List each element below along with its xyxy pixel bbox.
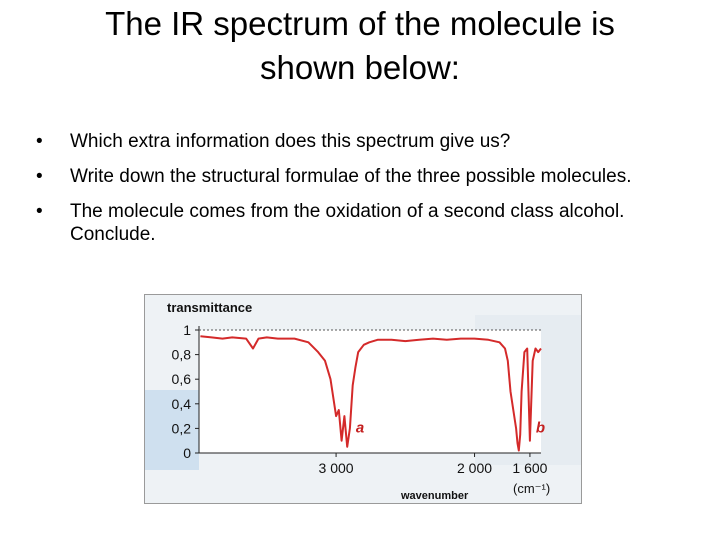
y-tick-label: 0 <box>183 445 191 461</box>
bullet-list <box>36 130 676 258</box>
y-tick-label: 0,2 <box>171 420 191 437</box>
slide-title-line-2: shown below: <box>260 49 460 86</box>
y-axis-label: transmittance <box>167 300 253 315</box>
slide-title <box>40 2 680 90</box>
bullet-item: • Which extra information does this spectrum give us? <box>36 130 676 153</box>
y-tick-label: 0,6 <box>171 371 191 388</box>
y-tick-label: 1 <box>183 322 191 338</box>
x-tick-label: 1 600 <box>512 460 548 476</box>
x-axis-unit: (cm⁻¹) <box>513 481 551 496</box>
y-tick-label: 0,8 <box>171 346 191 363</box>
bullet-item: • The molecule comes from the oxidation of a second class alcohol. Conclude. <box>36 200 676 246</box>
peak-annotation-b: b <box>535 419 546 437</box>
bullet-item: • Write down the structural formulae of the three possible molecules. <box>36 165 676 188</box>
ir-spectrum-chart <box>145 295 581 503</box>
ir-spectrum-figure <box>144 294 582 504</box>
y-tick-label: 0,4 <box>171 395 191 412</box>
plot-area <box>199 330 541 453</box>
peak-annotation-a: a <box>355 419 365 437</box>
x-tick-label: 3 000 <box>318 460 354 476</box>
x-axis-label: wavenumber <box>401 490 469 502</box>
x-tick-label: 2 000 <box>457 460 493 476</box>
slide-title-line-1: The IR spectrum of the molecule is <box>105 5 615 42</box>
